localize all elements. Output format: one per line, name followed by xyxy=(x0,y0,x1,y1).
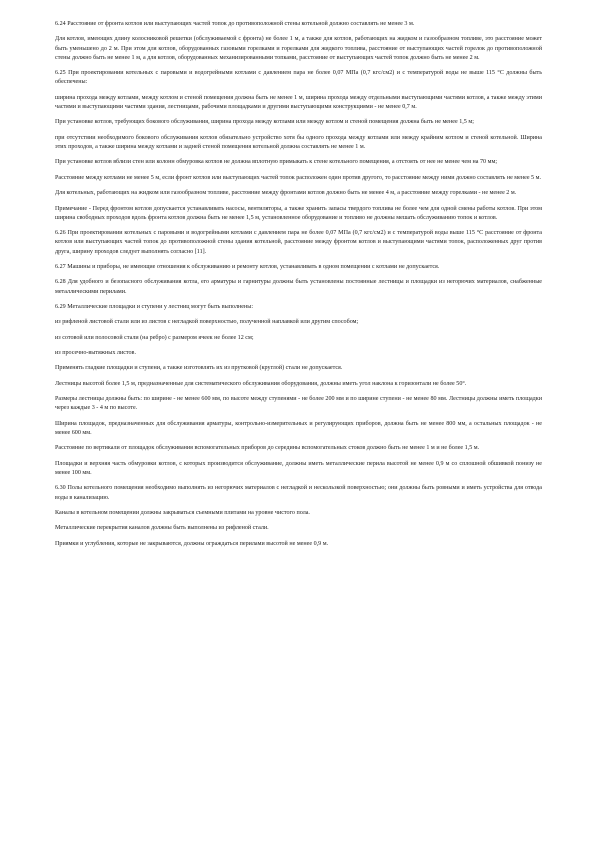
paragraph: Размеры лестницы должны быть: по ширине - не менее 600 мм, по высоте между ступенями - не более 200 мм и по ширине ступени - не менее 80 мм. Лестницы должны иметь площадки через каждые 3 - 4 м по высоте. xyxy=(55,396,542,412)
paragraph-6-28: 6.28 Для удобного и безопасного обслуживания котла, его арматуры и гарнитуры должны быть установлены постоянные лестницы и площадки из негорючих материалов, снабженные металлическими перилами. xyxy=(55,279,542,295)
paragraph: При установке котлов вблизи стен или колонн обмуровка котлов не должна вплотную примыкать к стене котельного помещения, а отстоять от нее не менее чем на 70 мм; xyxy=(55,159,498,166)
paragraph: Для котлов, имеющих длину колосниковой решетки (обслуживаемой с фронта) не более 1 м, а также для котлов, работающих на жидком и газообразном топливе, это расстояние может быть уменьшено до 2 м. При этом для котлов, оборудованных газовыми горелками и горелками для жидкого топлива, расстояние от выступающих частей горелок до противоположной стены должно быть не менее 1 м, а для котлов, оборудованных механизированными топками, расстояние от выступающих частей топок должно быть не менее 2 м. xyxy=(55,36,542,61)
paragraph-6-29: 6.29 Металлические площадки и ступени у лестниц могут быть выполнены: xyxy=(55,303,254,310)
paragraph: Расстояние между котлами не менее 5 м, если фронт котлов или выступающих частей топок расположен один против другого, то расстояние между ними должно составлять не менее 5 м. xyxy=(55,174,542,181)
paragraph: Приямки и углубления, которые не закрываются, должны ограждаться перилами высотой не менее 0,9 м. xyxy=(55,540,329,547)
paragraph: ширина прохода между котлами, между котлом и стеной помещения должна быть не менее 1 м, ширина прохода между отдельными выступающими частями котлов, а также между этими частями и выступающими частями здания, лестницами, рабочими площадками и другими выступающими конструкциями - не менее 0,7 м. xyxy=(55,94,542,110)
document-page xyxy=(55,20,542,555)
note-paragraph: Примечание - Перед фронтом котлов допускается устанавливать насосы, вентиляторы, а также хранить запасы твердого топлива не более чем для одной смены работы котлов. При этом ширина свободных проходов вдоль фронта котлов должна быть не менее 1,5 м, установленное оборудование и топливо не должны мешать обслуживанию топок и котлов. xyxy=(55,205,542,221)
paragraph: Каналы в котельном помещении должны закрываться съемными плитами на уровне чистого пола. xyxy=(55,510,310,517)
paragraph: При установке котлов, требующих бокового обслуживания, ширина прохода между котлами или между котлом и стеной помещения должна быть не менее 1,5 м; xyxy=(55,119,474,126)
paragraph: Применять гладкие площадки и ступени, а также изготовлять их из прутковой (круглой) стали не допускается. xyxy=(55,365,343,372)
paragraph-6-27: 6.27 Машины и приборы, не имеющие отношения к обслуживанию и ремонту котлов, устанавливать в одном помещении с котлами не допускается. xyxy=(55,263,440,270)
paragraph: Ширина площадок, предназначенных для обслуживания арматуры, контрольно-измерительных и регулирующих приборов, должна быть не менее 800 мм, а остальных площадок - не менее 600 мм. xyxy=(55,420,542,437)
paragraph-6-24: 6.24 Расстояние от фронта котлов или выступающих частей топок до противоположной стены котельной должно составлять не менее 3 м. xyxy=(55,21,415,27)
paragraph-6-30: 6.30 Полы котельного помещения необходимо выполнять из негорючих материалов с негладкой и нескользкой поверхностью; они должны быть ровными и иметь устройства для отвода воды в канализацию. xyxy=(55,485,542,501)
paragraph: Лестницы высотой более 1,5 м, предназначенные для систематического обслуживания оборудования, должны иметь угол наклона к горизонтали не более 50°. xyxy=(55,380,467,387)
paragraph: при отсутствии необходимого бокового обслуживания котлов обязательно устройство хотя бы одного прохода между котлами или между крайним котлом и стеной котельной. Ширина этих проходов, а также ширина между котлами и задней стеной помещения котельной должна составлять не менее 1 м. xyxy=(55,134,542,150)
paragraph: Для котельных, работающих на жидком или газообразном топливе, расстояние между фронтами котлов должно быть не менее 4 м, а расстояние между горелками - не менее 2 м. xyxy=(55,190,517,197)
list-item: из просечно-вытяжных листов. xyxy=(55,350,136,357)
paragraph: Металлические перекрытия каналов должны быть выполнены из рифленой стали. xyxy=(55,525,269,532)
paragraph: Площадки и верхняя часть обмуровки котлов, с которых производится обслуживание, должны иметь металлические перила высотой не менее 0,9 м со сплошной обшивкой понизу не менее 100 мм. xyxy=(55,460,542,477)
paragraph-6-26: 6.26 При проектировании котельных с паровыми и водогрейными котлами с давлением пара не более 0,07 МПа (0,7 кгс/см2) и с температурой воды выше 115 °С расстояние от фронта котлов или выступающих частей топок до противоположной стены здания котельной, расстояние между фронтом котлов и выступающими частями топок, расположенных друг против друга, ширину проходов следует выполнять согласно [11]. xyxy=(55,230,542,255)
list-item: из сотовой или полосовой стали (на ребро) с размером ячеек не более 12 см; xyxy=(55,334,254,341)
paragraph-6-25: 6.25 При проектировании котельных с паровыми и водогрейными котлами с давлением пара не более 0,07 МПа (0,7 кгс/см2) и с температурой воды не выше 115 °С должны быть обеспечены: xyxy=(55,70,542,86)
paragraph: Расстояние по вертикали от площадок обслуживания вспомогательных приборов до середины вспомогательных стоков должно быть не менее 1 м и не более 1,5 м. xyxy=(55,445,480,452)
list-item: из рифленой листовой стали или из листов с негладкой поверхностью, полученной наплавкой или другим способом; xyxy=(55,319,359,326)
